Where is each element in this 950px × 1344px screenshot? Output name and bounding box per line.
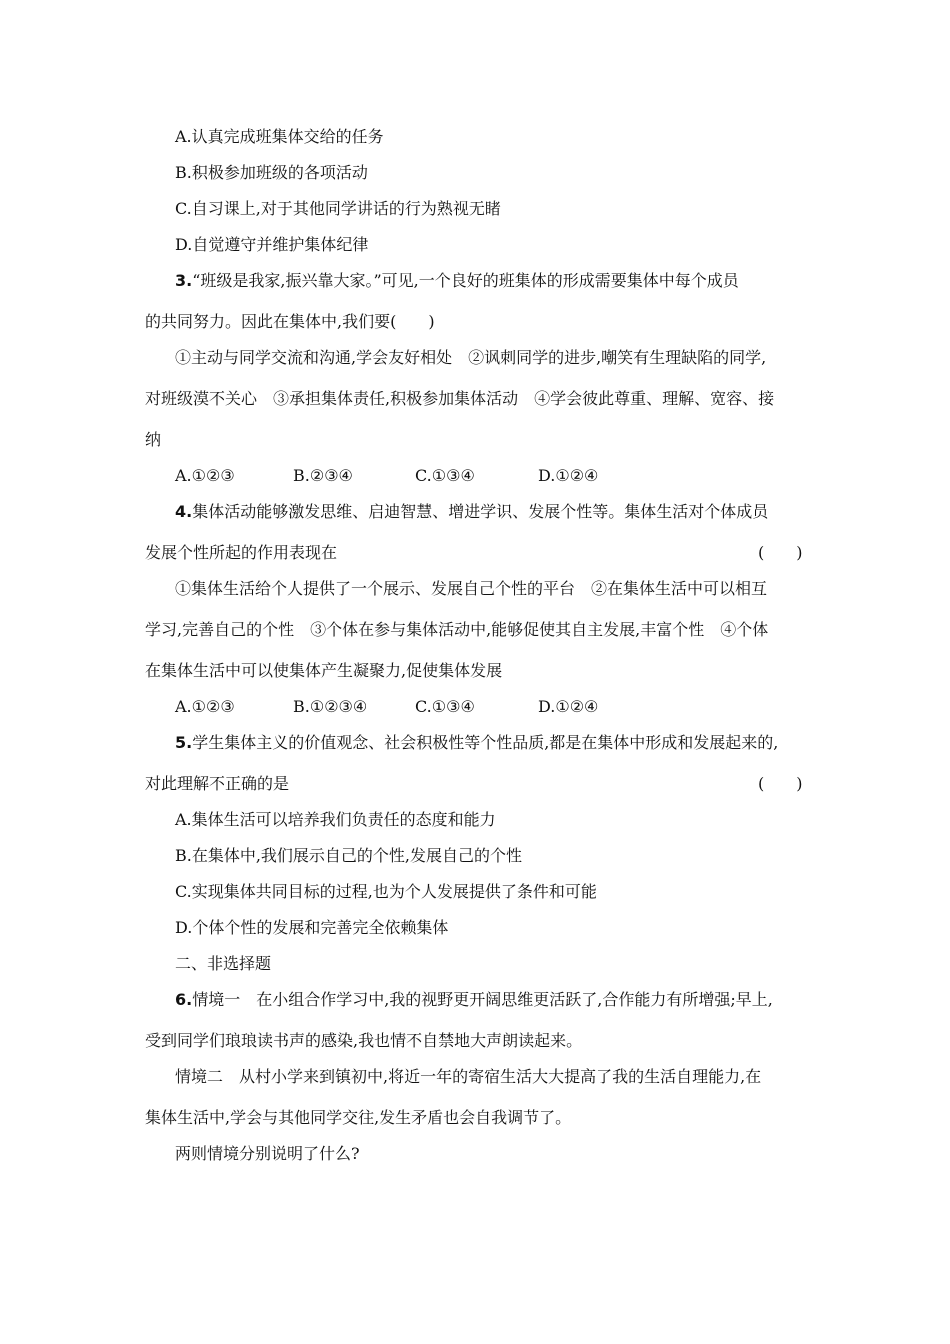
q4-stem-line2: 发展个性所起的作用表现在: [145, 543, 338, 562]
q4-items-line2: 学习,完善自己的个性 ③个体在参与集体活动中,能够促使其自主发展,丰富个性 ④个体: [145, 620, 769, 639]
q4-option-d: D.①②④: [538, 697, 599, 716]
section-heading-non-choice: 二、非选择题: [175, 954, 272, 973]
q4-option-b: B.①②③④: [293, 697, 368, 716]
q6-question: 两则情境分别说明了什么?: [175, 1144, 360, 1163]
q5-option-c: C.实现集体共同目标的过程,也为个人发展提供了条件和可能: [175, 882, 597, 901]
q6-scenario2-line1: 情境二 从村小学来到镇初中,将近一年的寄宿生活大大提高了我的生活自理能力,在: [175, 1067, 762, 1086]
q5-stem-line2: 对此理解不正确的是: [145, 774, 290, 793]
q3-stem-line2: 的共同努力。因此在集体中,我们要( ): [145, 312, 435, 331]
q5-option-b: B.在集体中,我们展示自己的个性,发展自己的个性: [175, 846, 523, 865]
q3-number: 3.: [175, 271, 193, 290]
q3-items-line3: 纳: [145, 430, 162, 449]
q3-option-b: B.②③④: [293, 466, 353, 485]
q5-option-a: A.集体生活可以培养我们负责任的态度和能力: [175, 810, 496, 829]
q4-option-c: C.①③④: [415, 697, 475, 716]
q2-option-a: A.认真完成班集体交给的任务: [175, 127, 384, 146]
q5-option-d: D.个体个性的发展和完善完全依赖集体: [175, 918, 449, 937]
q4-answer-blank: ( ): [758, 543, 803, 562]
q4-option-a: A.①②③: [175, 697, 235, 716]
q3-option-a: A.①②③: [175, 466, 235, 485]
q2-option-d: D.自觉遵守并维护集体纪律: [175, 235, 369, 254]
q4-items-line1: ①集体生活给个人提供了一个展示、发展自己个性的平台 ②在集体生活中可以相互: [175, 579, 768, 598]
q6-scenario2-line2: 集体生活中,学会与其他同学交往,发生矛盾也会自我调节了。: [145, 1108, 572, 1127]
q4-number: 4.: [175, 502, 193, 521]
q5-stem-line1: 5.学生集体主义的价值观念、社会积极性等个性品质,都是在集体中形成和发展起来的,: [175, 733, 779, 752]
q4-stem-line1: 4.集体活动能够激发思维、启迪智慧、增进学识、发展个性等。集体生活对个体成员: [175, 502, 769, 521]
q3-items-line1: ①主动与同学交流和沟通,学会友好相处 ②讽刺同学的进步,嘲笑有生理缺陷的同学,: [175, 348, 767, 367]
q3-items-line2: 对班级漠不关心 ③承担集体责任,积极参加集体活动 ④学会彼此尊重、理解、宽容、接: [145, 389, 775, 408]
q3-option-c: C.①③④: [415, 466, 475, 485]
q2-option-c: C.自习课上,对于其他同学讲话的行为熟视无睹: [175, 199, 501, 218]
q6-number: 6.: [175, 990, 193, 1009]
q6-scenario1-line1: 6.情境一 在小组合作学习中,我的视野更开阔思维更活跃了,合作能力有所增强;早上,: [175, 990, 773, 1009]
q6-scenario1-line2: 受到同学们琅琅读书声的感染,我也情不自禁地大声朗读起来。: [145, 1031, 583, 1050]
q5-answer-blank: ( ): [758, 774, 803, 793]
q5-number: 5.: [175, 733, 193, 752]
q4-items-line3: 在集体生活中可以使集体产生凝聚力,促使集体发展: [145, 661, 503, 680]
q3-stem-line1: 3.“班级是我家,振兴靠大家。”可见,一个良好的班集体的形成需要集体中每个成员: [175, 271, 739, 290]
q2-option-b: B.积极参加班级的各项活动: [175, 163, 368, 182]
q3-option-d: D.①②④: [538, 466, 599, 485]
